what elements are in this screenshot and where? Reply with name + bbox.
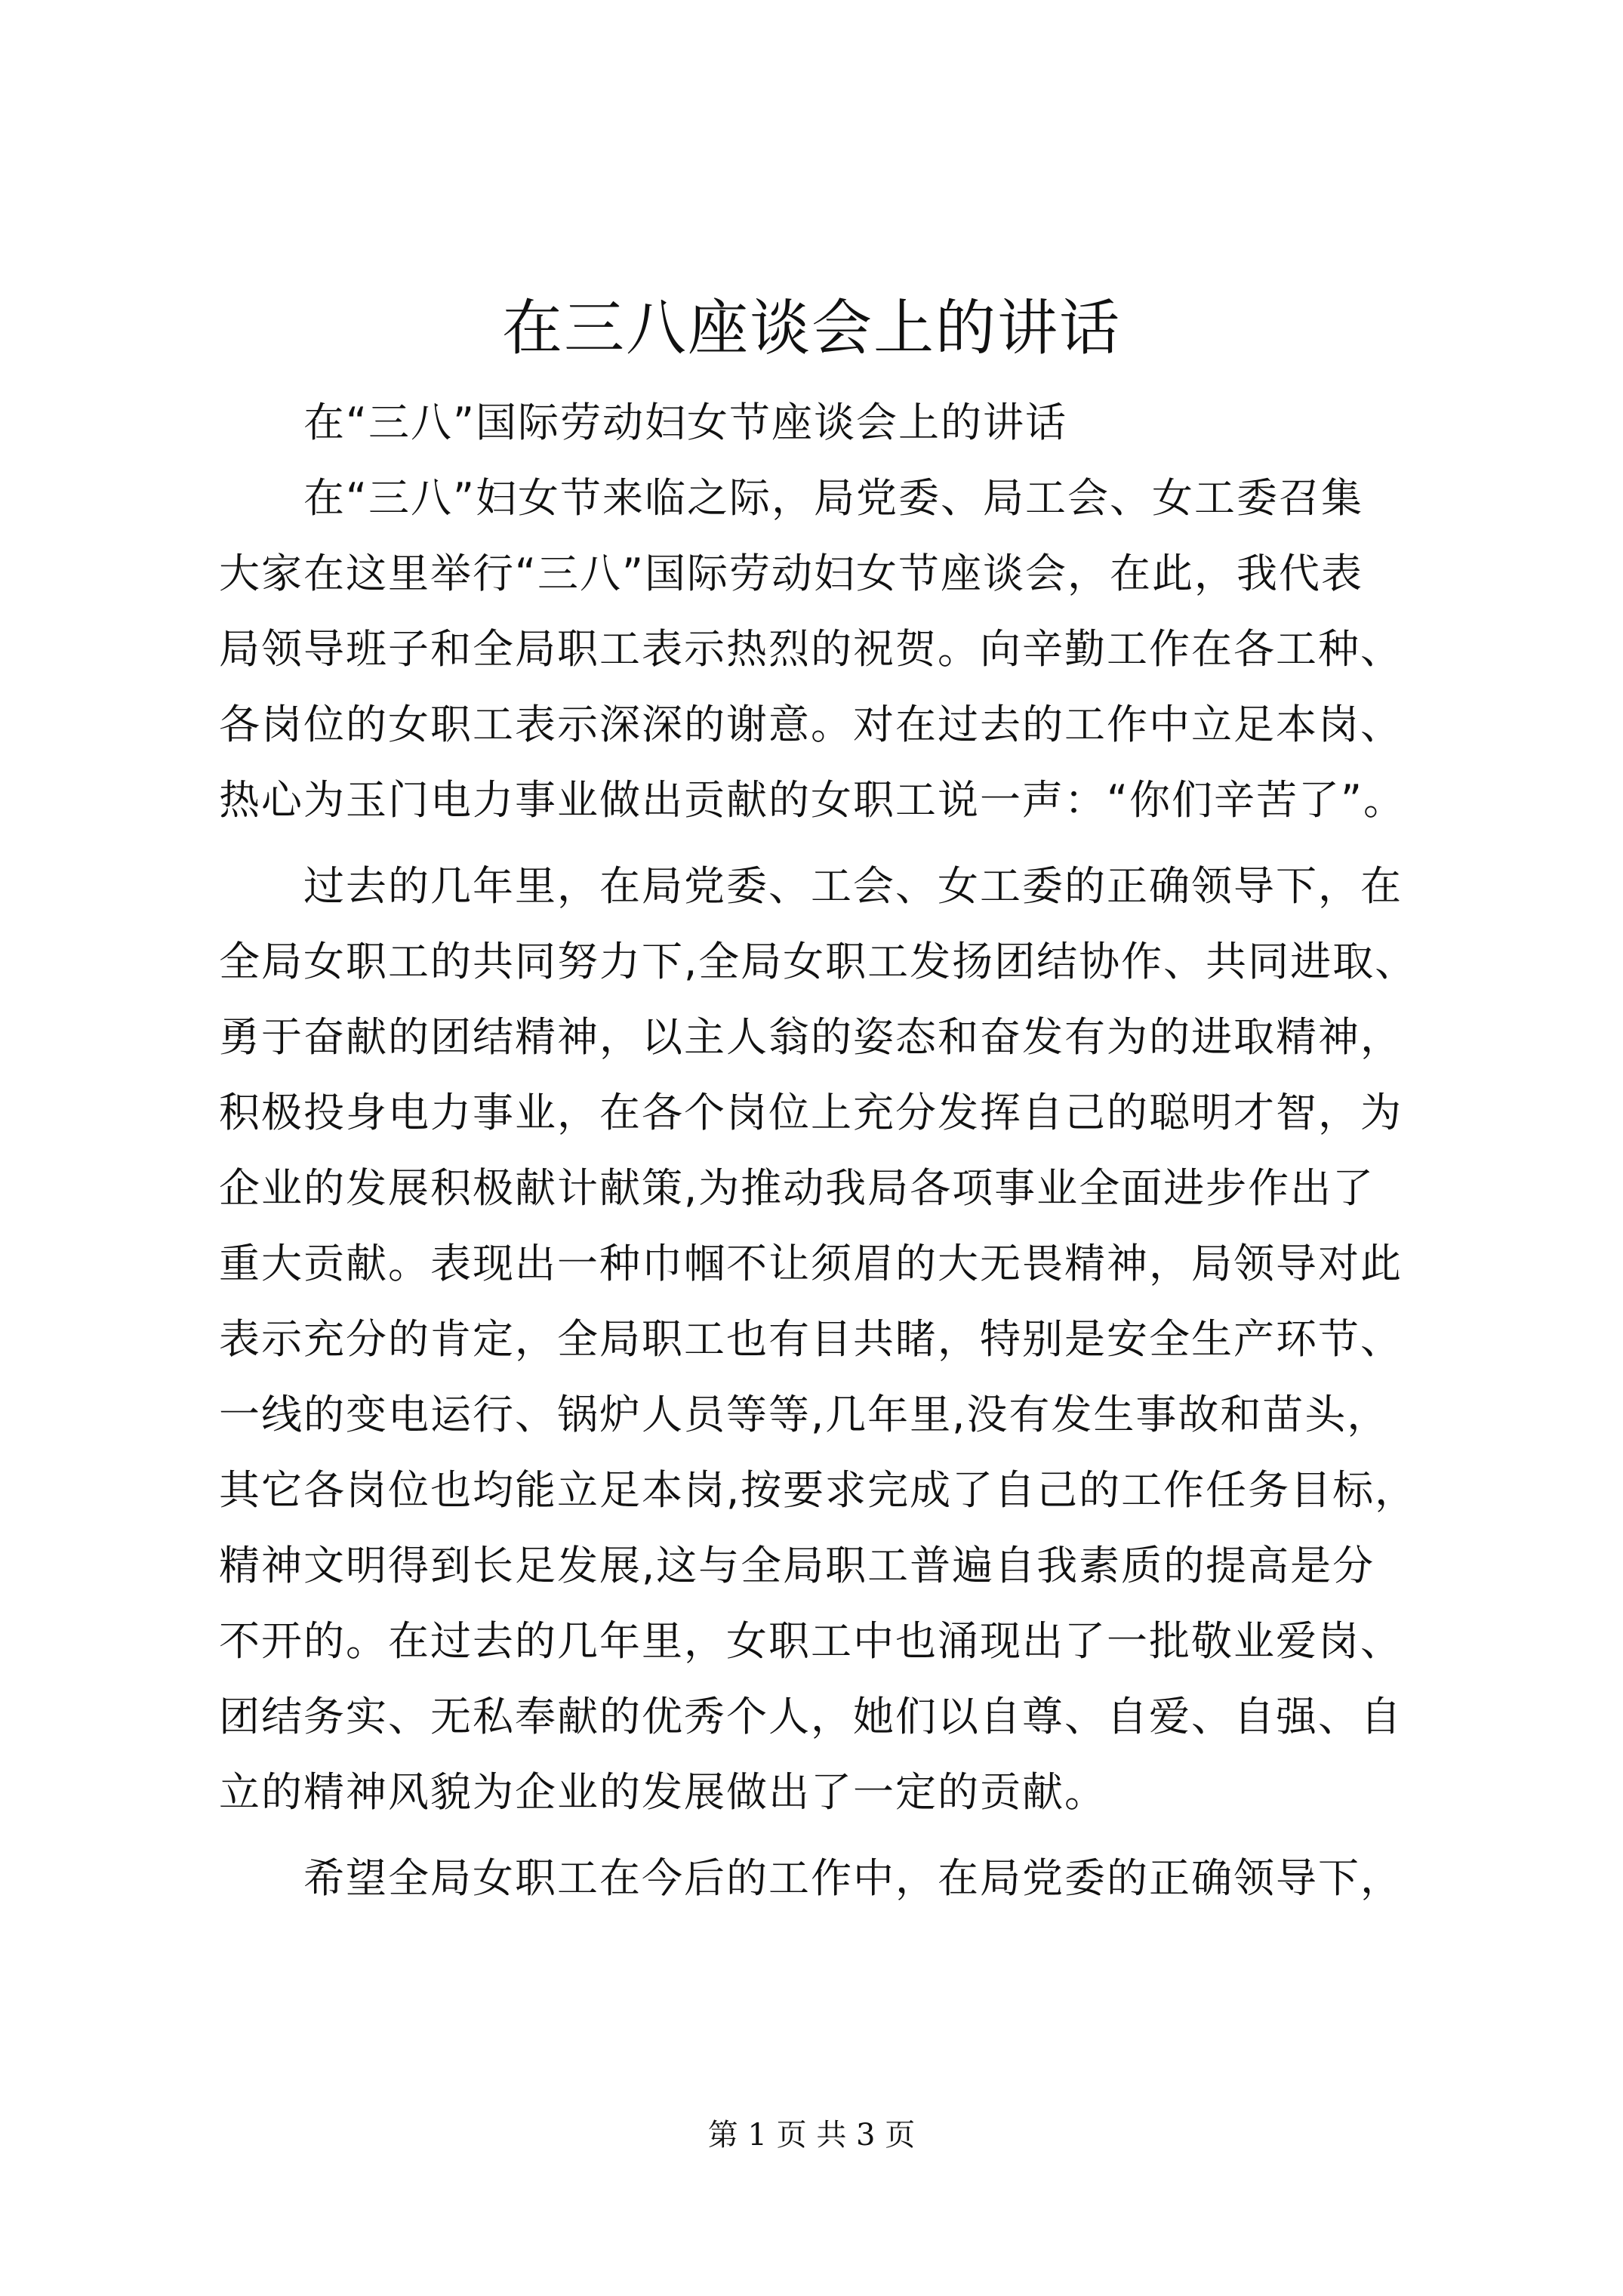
- document-title: 在三八座谈会上的讲话: [502, 293, 1121, 363]
- paragraph-line: 热心为玉门电力事业做出贡献的女职工说一声：“你们辛苦了”。: [219, 776, 1406, 824]
- paragraph-line: 各岗位的女职工表示深深的谢意。对在过去的工作中立足本岗、: [219, 701, 1403, 748]
- paragraph-line: 积极投身电力事业，在各个岗位上充分发挥自己的聪明才智，为: [219, 1089, 1403, 1136]
- subtitle-line: 在“三八”国际劳动妇女节座谈会上的讲话: [303, 399, 1067, 446]
- paragraph-line: 大家在这里举行“三八”国际劳动妇女节座谈会，在此，我代表: [219, 550, 1363, 597]
- paragraph-line: 希望全局女职工在今后的工作中，在局党委的正确领导下，: [303, 1854, 1403, 1902]
- paragraph-line: 不开的。在过去的几年里，女职工中也涌现出了一批敬业爱岗、: [219, 1617, 1403, 1665]
- paragraph-line: 过去的几年里，在局党委、工会、女工委的正确领导下，在: [303, 862, 1403, 910]
- paragraph-line: 勇于奋献的团结精神，以主人翁的姿态和奋发有为的进取精神，: [219, 1013, 1403, 1061]
- paragraph-line: 在“三八”妇女节来临之际，局党委、局工会、女工委召集: [303, 474, 1363, 522]
- paragraph-line: 全局女职工的共同努力下,全局女职工发扬团结协作、共同进取、: [219, 938, 1418, 985]
- paragraph-line: 其它各岗位也均能立足本岗,按要求完成了自己的工作任务目标，: [219, 1466, 1418, 1514]
- paragraph-line: 局领导班子和全局职工表示热烈的祝贺。向辛勤工作在各工种、: [219, 625, 1403, 673]
- paragraph-line: 一线的变电运行、锅炉人员等等,几年里,没有发生事故和苗头，: [219, 1391, 1390, 1438]
- paragraph-line: 立的精神风貌为企业的发展做出了一定的贡献。: [219, 1768, 1107, 1816]
- paragraph-line: 团结务实、无私奉献的优秀个人，她们以自尊、自爱、自强、自: [219, 1693, 1403, 1740]
- paragraph-line: 表示充分的肯定，全局职工也有目共睹，特别是安全生产环节、: [219, 1315, 1403, 1363]
- page-footer: 第 1 页 共 3 页: [707, 2118, 916, 2153]
- paragraph-line: 重大贡献。表现出一种巾帼不让须眉的大无畏精神，局领导对此: [219, 1240, 1403, 1287]
- paragraph-line: 企业的发展积极献计献策,为推动我局各项事业全面进步作出了: [219, 1164, 1375, 1212]
- paragraph-line: 精神文明得到长足发展,这与全局职工普遍自我素质的提高是分: [219, 1542, 1375, 1589]
- document-body: [219, 385, 1427, 1916]
